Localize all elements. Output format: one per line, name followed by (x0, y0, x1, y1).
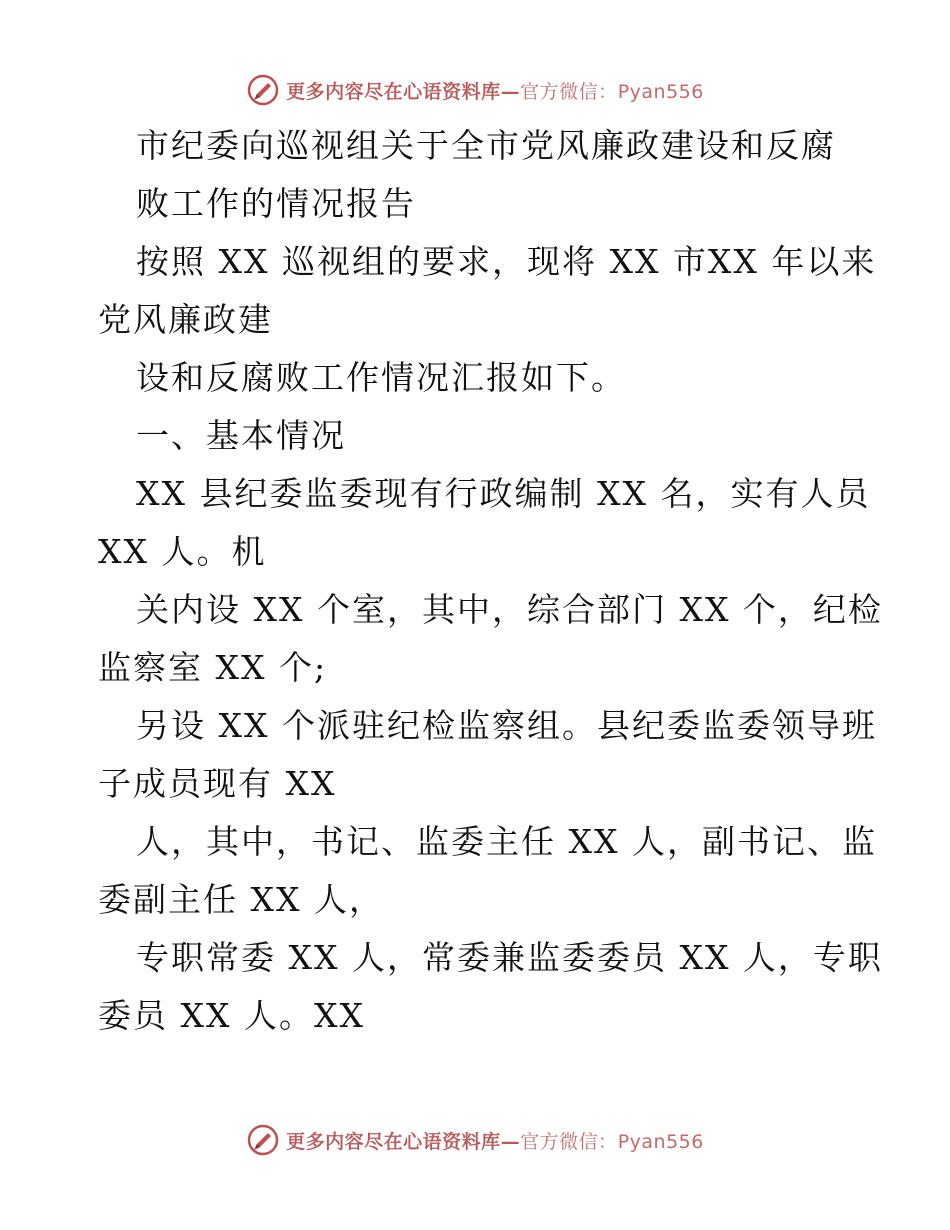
body-line-5: 设和反腐败工作情况汇报如下。 (136, 358, 626, 397)
header-watermark (0, 70, 950, 110)
document-body (98, 117, 883, 1045)
header-watermark-sub: 官方微信： (520, 80, 618, 103)
footer-watermark-account: Pyan556 (617, 1130, 704, 1153)
body-line-13: 人，其中，书记、监委主任 XX 人，副书记、监 (136, 822, 877, 861)
header-watermark-text (286, 77, 704, 104)
body-line-6: 一、基本情况 (136, 416, 346, 455)
header-watermark-account: Pyan556 (617, 80, 704, 103)
body-line-8: XX 人。机 (98, 532, 267, 571)
body-line-12: 子成员现有 XX (98, 764, 337, 803)
body-line-15: 专职常委 XX 人，常委兼监委委员 XX 人，专职 (136, 938, 883, 977)
footer-watermark-text (286, 1127, 704, 1154)
body-line-10: 监察室 XX 个; (98, 648, 328, 687)
footer-watermark-sub: 官方微信： (520, 1130, 618, 1153)
seal-logo-icon (246, 1123, 280, 1157)
header-watermark-main: 更多内容尽在心语资料库— (286, 80, 521, 103)
body-line-2: 败工作的情况报告 (136, 184, 416, 223)
body-line-9: 关内设 XX 个室，其中，综合部门 XX 个，纪检 (136, 590, 883, 629)
body-line-3: 按照 XX 巡视组的要求，现将 XX 市XX 年以来 (136, 242, 877, 281)
footer-watermark-main: 更多内容尽在心语资料库— (286, 1130, 521, 1153)
body-line-16: 委员 XX 人。XX (98, 996, 365, 1035)
body-line-14: 委副主任 XX 人， (98, 880, 384, 919)
body-line-4: 党风廉政建 (98, 300, 273, 339)
seal-logo-icon (246, 73, 280, 107)
body-line-11: 另设 XX 个派驻纪检监察组。县纪委监委领导班 (136, 706, 877, 745)
footer-watermark (0, 1120, 950, 1160)
body-line-7: XX 县纪委监委现有行政编制 XX 名，实有人员 (136, 474, 871, 513)
body-line-1: 市纪委向巡视组关于全市党风廉政建设和反腐 (136, 126, 836, 165)
